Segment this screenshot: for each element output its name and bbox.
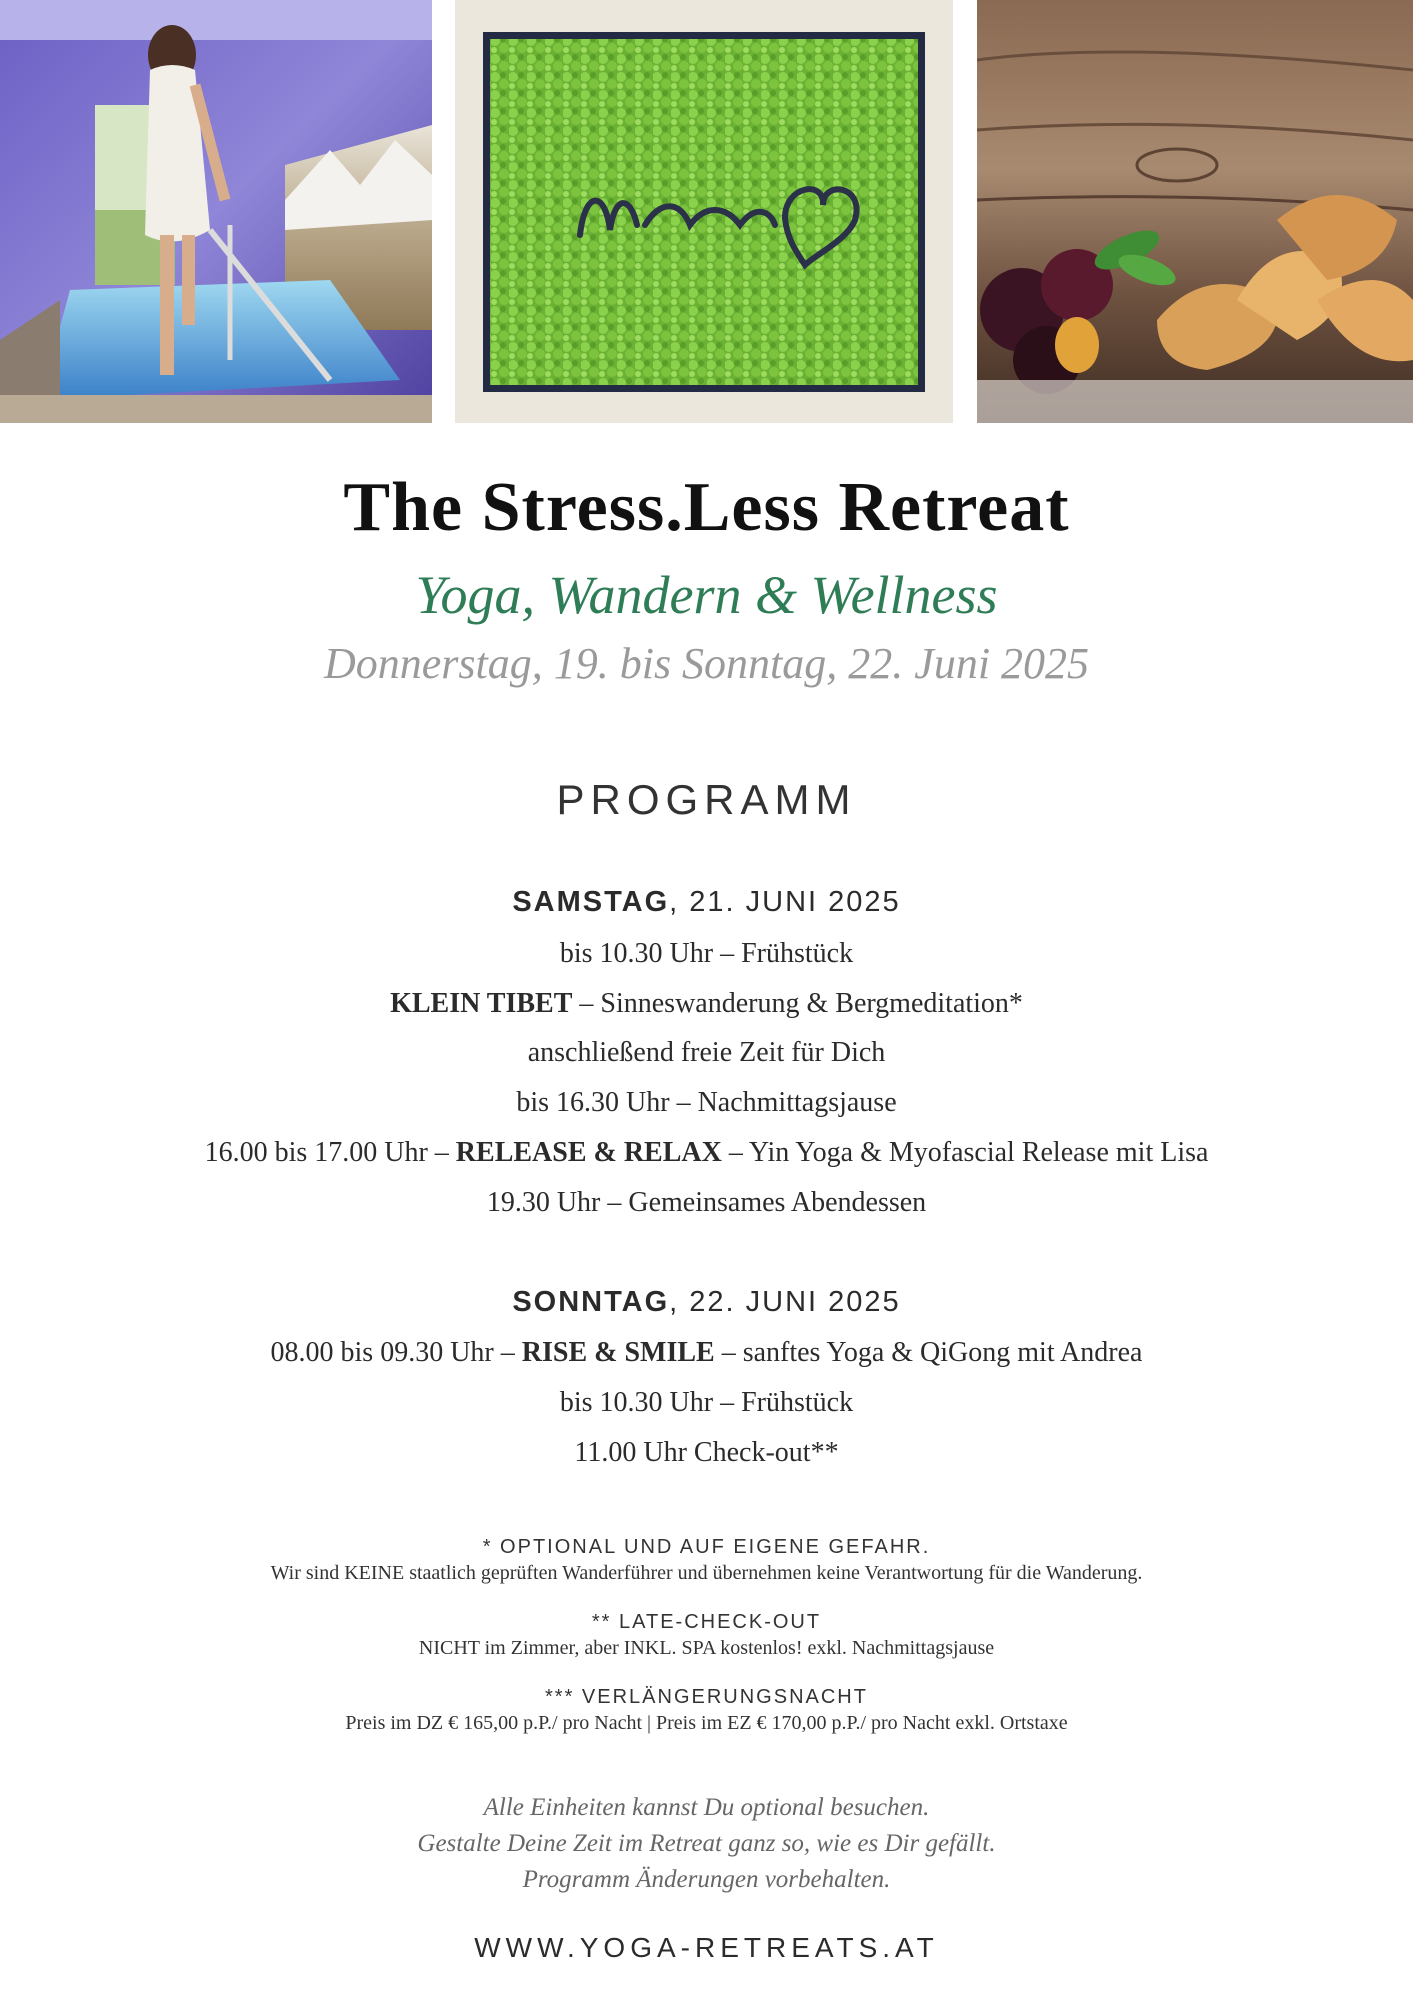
closing-line: Programm Änderungen vorbehalten.	[522, 1866, 891, 1893]
day-date: , 22. JUNI 2025	[669, 1286, 901, 1318]
schedule-line: 16.00 bis 17.00 Uhr – RELEASE & RELAX – Yin Yoga & Myofascial Release mit Lisa	[204, 1137, 1209, 1168]
schedule-line: 11.00 Uhr Check-out**	[574, 1437, 839, 1468]
note-text-late-checkout: NICHT im Zimmer, aber INKL. SPA kostenlos! exkl. Nachmittagsjause	[418, 1637, 995, 1659]
day-heading-samstag	[0, 882, 1413, 922]
note-heading-late-checkout: ** LATE-CHECK-OUT	[591, 1611, 822, 1633]
day-name: SAMSTAG	[512, 886, 670, 918]
day-date: , 21. JUNI 2025	[669, 886, 901, 918]
pastry-photo	[977, 0, 1413, 423]
schedule-line: bis 10.30 Uhr – Frühstück	[559, 1387, 854, 1418]
note-text-optional: Wir sind KEINE staatlich geprüften Wanderführer und übernehmen keine Verantwortung für die Wanderung.	[270, 1562, 1143, 1584]
closing-line: Gestalte Deine Zeit im Retreat ganz so, wie es Dir gefällt.	[417, 1830, 996, 1857]
spa-photo	[0, 0, 432, 423]
schedule-line: 19.30 Uhr – Gemeinsames Abendessen	[486, 1187, 927, 1218]
note-text-extension-night: Preis im DZ € 165,00 p.P./ pro Nacht | Preis im EZ € 170,00 p.P./ pro Nacht exkl. Ortstaxe	[345, 1712, 1068, 1734]
schedule-line: bis 10.30 Uhr – Frühstück	[559, 938, 854, 969]
photo-row	[0, 0, 1413, 423]
programm-heading: PROGRAMM	[556, 776, 857, 823]
note-heading-optional: * OPTIONAL UND AUF EIGENE GEFAHR.	[482, 1536, 931, 1558]
note-heading-extension-night: *** VERLÄNGERUNGSNACHT	[545, 1686, 868, 1708]
closing-line: Alle Einheiten kannst Du optional besuchen.	[483, 1794, 930, 1821]
day-heading-sonntag	[0, 1282, 1413, 1322]
retreat-subtitle: Yoga, Wandern & Wellness	[415, 565, 998, 625]
schedule-line: bis 16.30 Uhr – Nachmittagsjause	[516, 1087, 897, 1118]
retreat-title: The Stress.Less Retreat	[343, 469, 1070, 546]
schedule-line: KLEIN TIBET – Sinneswanderung & Bergmeditation*	[390, 988, 1023, 1019]
website-link[interactable]: WWW.YOGA-RETREATS.AT	[474, 1932, 939, 1963]
retreat-dates: Donnerstag, 19. bis Sonntag, 22. Juni 2025	[323, 639, 1090, 688]
schedule-line: 08.00 bis 09.30 Uhr – RISE & SMILE – sanftes Yoga & QiGong mit Andrea	[270, 1337, 1143, 1368]
day-name: SONNTAG	[512, 1286, 670, 1318]
moss-wall-photo	[455, 0, 953, 423]
schedule-line: anschließend freie Zeit für Dich	[527, 1037, 886, 1068]
